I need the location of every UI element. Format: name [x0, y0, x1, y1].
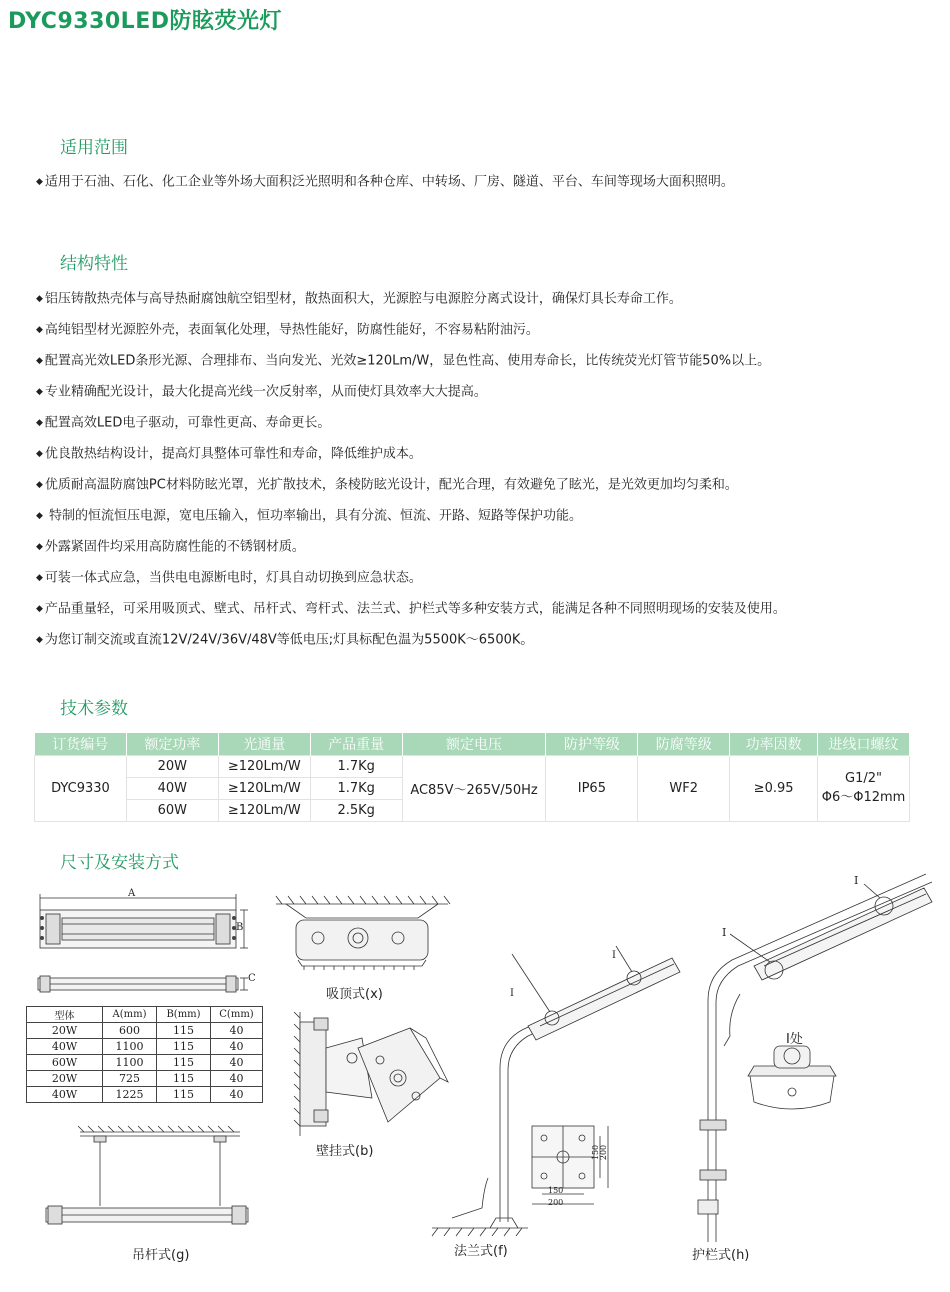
flange-dim-150-h: 150 — [548, 1186, 564, 1195]
section-heading-specs: 技术参数 — [60, 699, 128, 719]
anticorrosion-cell: WF2 — [638, 755, 730, 821]
dim-header-row — [27, 1007, 263, 1023]
ip-cell: IP65 — [546, 755, 638, 821]
list-item: ◆ 外露紧固件均采用高防腐性能的不锈钢材质。 — [36, 539, 305, 555]
dim-header-cell: A(mm) — [103, 1007, 157, 1023]
bullet-icon: ◆ — [36, 356, 43, 366]
table-row — [27, 1071, 263, 1087]
dim-cell: 40 — [211, 1055, 263, 1071]
caption-pendant: 吊杆式(g) — [132, 1248, 190, 1263]
detail-mark-guardrail-2: I — [854, 874, 859, 887]
detail-mark-guardrail-1: I — [722, 926, 727, 939]
table-row — [27, 1023, 263, 1039]
dim-cell: 115 — [157, 1087, 211, 1103]
flux-cell: ≥120Lm/W — [218, 755, 310, 777]
dim-cell: 1225 — [103, 1087, 157, 1103]
bullet-icon: ◆ — [36, 542, 43, 552]
list-item: ◆ 优良散热结构设计，提高灯具整体可靠性和寿命，降低维护成本。 — [36, 446, 422, 462]
spec-header-cell: 额定电压 — [402, 733, 546, 755]
flux-cell: ≥120Lm/W — [218, 799, 310, 821]
dim-header-cell: 型体 — [27, 1007, 103, 1023]
detail-mark-flange-1: I — [510, 988, 514, 999]
bullet-icon: ◆ — [36, 480, 43, 490]
pendant-mount-drawing — [34, 1122, 260, 1240]
list-item: ◆ 可装一体式应急，当供电电源断电时，灯具自动切换到应急状态。 — [36, 570, 422, 586]
table-row — [27, 1039, 263, 1055]
list-item: ◆ 配置高光效LED条形光源、合理排布、当向发光、光效≥120Lm/W，显色性高、使用寿命长，比传统荧光灯管节能50%以上。 — [36, 353, 771, 369]
caption-guardrail: 护栏式(h) — [692, 1248, 750, 1263]
list-item: ◆ 适用于石油、石化、化工企业等外场大面积泛光照明和各种仓库、中转场、厂房、隧道、平台、车间等现场大面积照明。 — [36, 174, 734, 190]
dim-label-c: C — [248, 973, 256, 984]
dim-cell: 40W — [27, 1039, 103, 1055]
table-row — [35, 755, 910, 777]
list-item: ◆ 为您订制交流或直流12V/24V/36V/48V等低电压;灯具标配色温为5500K～6500K。 — [36, 632, 534, 648]
spec-header-cell: 产品重量 — [310, 733, 402, 755]
section-heading-scope: 适用范围 — [60, 138, 128, 158]
list-item: ◆ 高纯铝型材光源腔外壳，表面氧化处理，导热性能好，防腐性能好，不容易粘附油污。 — [36, 322, 539, 338]
table-row — [27, 1087, 263, 1103]
list-item: ◆ 专业精确配光设计，最大化提高光线一次反射率，从而使灯具效率大大提高。 — [36, 384, 487, 400]
features-list — [36, 290, 936, 662]
lamp-front-view-drawing — [28, 888, 260, 968]
bullet-icon: ◆ — [36, 604, 43, 614]
voltage-cell: AC85V～265V/50Hz — [402, 755, 546, 821]
dim-cell: 1100 — [103, 1055, 157, 1071]
dim-label-a: A — [128, 888, 136, 899]
dim-cell: 20W — [27, 1071, 103, 1087]
dim-cell: 725 — [103, 1071, 157, 1087]
page-title: DYC9330LED防眩荧光灯 — [8, 9, 282, 34]
detail-mark-flange-2: I — [612, 950, 616, 961]
section-heading-install: 尺寸及安装方式 — [60, 853, 179, 873]
dim-cell: 60W — [27, 1055, 103, 1071]
list-item: ◆ 铝压铸散热壳体与高导热耐腐蚀航空铝型材，散热面积大，光源腔与电源腔分离式设计，确保灯具长寿命工作。 — [36, 291, 682, 307]
bullet-icon: ◆ — [36, 449, 43, 459]
power-cell: 20W — [126, 755, 218, 777]
ceiling-mount-drawing — [272, 886, 452, 976]
bullet-icon: ◆ — [36, 573, 43, 583]
order-no-cell: DYC9330 — [35, 755, 127, 821]
dim-cell: 40 — [211, 1071, 263, 1087]
spec-header-cell: 额定功率 — [126, 733, 218, 755]
dim-cell: 40 — [211, 1039, 263, 1055]
dim-cell: 40 — [211, 1023, 263, 1039]
thread-line-2: Φ6～Φ12mm — [821, 790, 906, 805]
section-heading-features: 结构特性 — [60, 254, 128, 274]
dim-label-b: B — [236, 922, 244, 933]
power-cell: 60W — [126, 799, 218, 821]
scope-list — [36, 173, 936, 204]
spec-header-cell: 订货编号 — [35, 733, 127, 755]
list-item: ◆ 优质耐高温防腐蚀PC材料防眩光罩，光扩散技术，条棱防眩光设计，配光合理，有效避免了眩光，是光效更加均匀柔和。 — [36, 477, 738, 493]
guardrail-mount-drawing — [694, 870, 938, 1242]
caption-ceiling: 吸顶式(x) — [326, 987, 383, 1002]
bullet-icon: ◆ — [36, 511, 43, 521]
install-drawings — [0, 870, 950, 1292]
power-factor-cell: ≥0.95 — [730, 755, 818, 821]
bullet-icon: ◆ — [36, 418, 43, 428]
dim-header-cell: B(mm) — [157, 1007, 211, 1023]
flange-dim-200-h: 200 — [548, 1198, 564, 1207]
dim-cell: 115 — [157, 1039, 211, 1055]
detail-label: I处 — [786, 1032, 803, 1047]
dim-cell: 115 — [157, 1071, 211, 1087]
spec-header-cell: 防护等级 — [546, 733, 638, 755]
bullet-icon: ◆ — [36, 387, 43, 397]
thread-line-1: G1/2" — [845, 771, 883, 786]
spec-header-cell: 光通量 — [218, 733, 310, 755]
list-item: ◆ 配置高效LED电子驱动，可靠性更高、寿命更长。 — [36, 415, 331, 431]
spec-header-cell: 功率因数 — [730, 733, 818, 755]
weight-cell: 1.7Kg — [310, 777, 402, 799]
caption-flange: 法兰式(f) — [454, 1244, 508, 1259]
bullet-icon: ◆ — [36, 177, 43, 187]
list-item: ◆ 产品重量轻，可采用吸顶式、壁式、吊杆式、弯杆式、法兰式、护栏式等多种安装方式，能满足各种不同照明现场的安装及使用。 — [36, 601, 786, 617]
dimension-table — [26, 1006, 263, 1103]
weight-cell: 1.7Kg — [310, 755, 402, 777]
dim-cell: 40W — [27, 1087, 103, 1103]
dim-cell: 600 — [103, 1023, 157, 1039]
dim-cell: 115 — [157, 1055, 211, 1071]
weight-cell: 2.5Kg — [310, 799, 402, 821]
spec-header-cell: 进线口螺纹 — [818, 733, 910, 755]
flux-cell: ≥120Lm/W — [218, 777, 310, 799]
caption-wall: 壁挂式(b) — [316, 1144, 374, 1159]
dim-cell: 40 — [211, 1087, 263, 1103]
dim-cell: 20W — [27, 1023, 103, 1039]
flange-dim-150-v: 150 — [591, 1144, 601, 1161]
spec-table — [34, 733, 910, 822]
bullet-icon: ◆ — [36, 325, 43, 335]
dim-header-cell: C(mm) — [211, 1007, 263, 1023]
table-row — [27, 1055, 263, 1071]
bullet-icon: ◆ — [36, 294, 43, 304]
list-item: ◆ 特制的恒流恒压电源，宽电压输入，恒功率输出，具有分流、恒流、开路、短路等保护功能。 — [36, 508, 583, 524]
lamp-side-view-drawing — [28, 970, 260, 1000]
spec-header-row — [35, 733, 910, 755]
flange-dim-200-v: 200 — [599, 1144, 609, 1161]
bullet-icon: ◆ — [36, 635, 43, 645]
power-cell: 40W — [126, 777, 218, 799]
dim-cell: 1100 — [103, 1039, 157, 1055]
dim-cell: 115 — [157, 1023, 211, 1039]
spec-header-cell: 防腐等级 — [638, 733, 730, 755]
thread-cell — [818, 755, 910, 821]
